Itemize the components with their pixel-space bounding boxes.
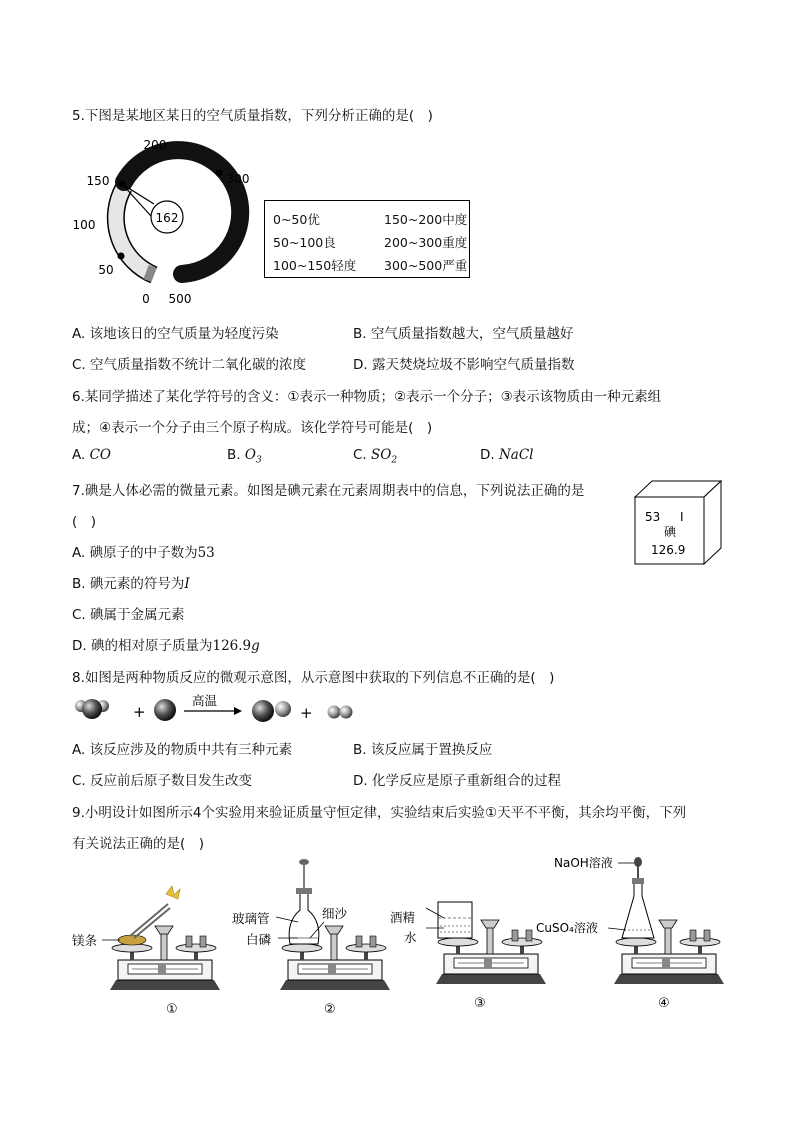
q5-option-c[interactable]: C. 空气质量指数不统计二氧化碳的浓度 (72, 357, 307, 373)
experiment-3 (426, 902, 546, 984)
element-name: 碘 (664, 525, 677, 539)
flame-icon (166, 886, 180, 899)
q6-option-b[interactable]: B. $O_3$ (227, 447, 262, 466)
exp-number-1: ① (166, 1002, 178, 1017)
experiment-4 (608, 857, 724, 984)
experiments-figure (66, 852, 756, 1022)
atomic-number: 53 (645, 510, 661, 524)
tick-100: 100 (72, 218, 96, 232)
label-mg: 镁条 (72, 933, 98, 948)
q6-option-c[interactable]: C. $SO_2$ (353, 447, 398, 466)
q7-option-b[interactable]: B. 碘元素的符号为I (72, 576, 190, 592)
q9-stem-line1: 9.小明设计如图所示4个实验用来验证质量守恒定律，实验结束后实验①天平不平衡，其余均平衡，下列 (72, 805, 687, 821)
element-symbol: I (680, 510, 684, 524)
formula: SO (371, 447, 392, 463)
periodic-cell (633, 480, 723, 566)
exp-number-3: ③ (474, 996, 486, 1011)
q5-option-a[interactable]: A. 该地该日的空气质量为轻度污染 (72, 326, 279, 342)
legend-cell: 50~100良 (273, 235, 336, 250)
legend-cell: 100~150轻度 (273, 258, 357, 273)
atom-small (275, 701, 291, 717)
reaction-condition: 高温 (192, 693, 218, 708)
q7-option-c[interactable]: C. 碘属于金属元素 (72, 607, 185, 623)
legend-cell: 300~500严重 (384, 258, 468, 273)
plus-sign: + (300, 704, 313, 722)
tick-50: 50 (98, 263, 114, 277)
label-cuso4: CuSO₄溶液 (536, 921, 598, 935)
formula: NaCl (498, 447, 534, 463)
q8-option-d[interactable]: D. 化学反应是原子重新组合的过程 (353, 773, 561, 789)
aqi-gauge (66, 132, 266, 307)
label-glass-tube: 玻璃管 (232, 911, 270, 926)
q8-option-a[interactable]: A. 该反应涉及的物质中共有三种元素 (72, 742, 293, 758)
atom-large (82, 699, 102, 719)
atom-small (340, 706, 353, 719)
label-water: 水 (404, 930, 417, 945)
atom-small (328, 706, 341, 719)
gauge-value: 162 (155, 211, 179, 225)
tick-150: 150 (86, 174, 110, 188)
tick-300: 300 (226, 172, 250, 186)
q8-option-b[interactable]: B. 该反应属于置换反应 (353, 742, 493, 758)
experiment-2 (276, 859, 390, 990)
tick-200: 200 (143, 138, 167, 152)
atom-large (154, 699, 176, 721)
q7-option-a[interactable]: A. 碘原子的中子数为53 (72, 545, 215, 561)
q8-stem: 8.如图是两种物质反应的微观示意图，从示意图中获取的下列信息不正确的是( ) (72, 670, 555, 686)
dropper-bulb (634, 857, 642, 867)
formula: O (244, 447, 256, 463)
q9-stem-line2: 有关说法正确的是( ) (72, 836, 205, 852)
q7-stem-line2: ( ) (72, 514, 97, 530)
tick-500: 500 (168, 292, 192, 306)
label-alcohol: 酒精 (390, 910, 416, 925)
q5-option-b[interactable]: B. 空气质量指数越大，空气质量越好 (353, 326, 574, 342)
atom-large (252, 700, 274, 722)
exp-number-2: ② (324, 1002, 336, 1017)
formula: CO (89, 447, 111, 463)
aqi-legend (264, 200, 470, 278)
q7-option-d[interactable]: D. 碘的相对原子质量为126.9g (72, 638, 260, 654)
atomic-mass: 126.9 (651, 543, 686, 557)
label-sand: 细沙 (322, 906, 348, 921)
tick-0: 0 (142, 292, 150, 306)
legend-cell: 150~200中度 (384, 212, 468, 227)
reaction-diagram (70, 692, 370, 726)
plus-sign: + (133, 703, 146, 721)
q8-option-c[interactable]: C. 反应前后原子数目发生改变 (72, 773, 253, 789)
q5-option-d[interactable]: D. 露天焚烧垃圾不影响空气质量指数 (353, 357, 575, 373)
q7-stem-line1: 7.碘是人体必需的微量元素。如图是碘元素在元素周期表中的信息，下列说法正确的是 (72, 483, 585, 499)
q6-option-a[interactable]: A. CO (72, 447, 111, 463)
q6-stem-line1: 6.某同学描述了某化学符号的含义：①表示一种物质；②表示一个分子；③表示该物质由一种元素组 (72, 389, 662, 405)
experiment-1 (102, 886, 220, 990)
legend-cell: 200~300重度 (384, 235, 468, 250)
label-naoh: NaOH溶液 (554, 856, 613, 870)
legend-cell: 0~50优 (273, 212, 320, 227)
q5-stem: 5.下图是某地区某日的空气质量指数，下列分析正确的是( ) (72, 108, 433, 124)
label-phosphorus: 白磷 (246, 932, 272, 947)
exp-number-4: ④ (658, 996, 670, 1011)
q6-stem-line2: 成；④表示一个分子由三个原子构成。该化学符号可能是( ) (72, 420, 433, 436)
q6-option-d[interactable]: D. NaCl (480, 447, 534, 463)
